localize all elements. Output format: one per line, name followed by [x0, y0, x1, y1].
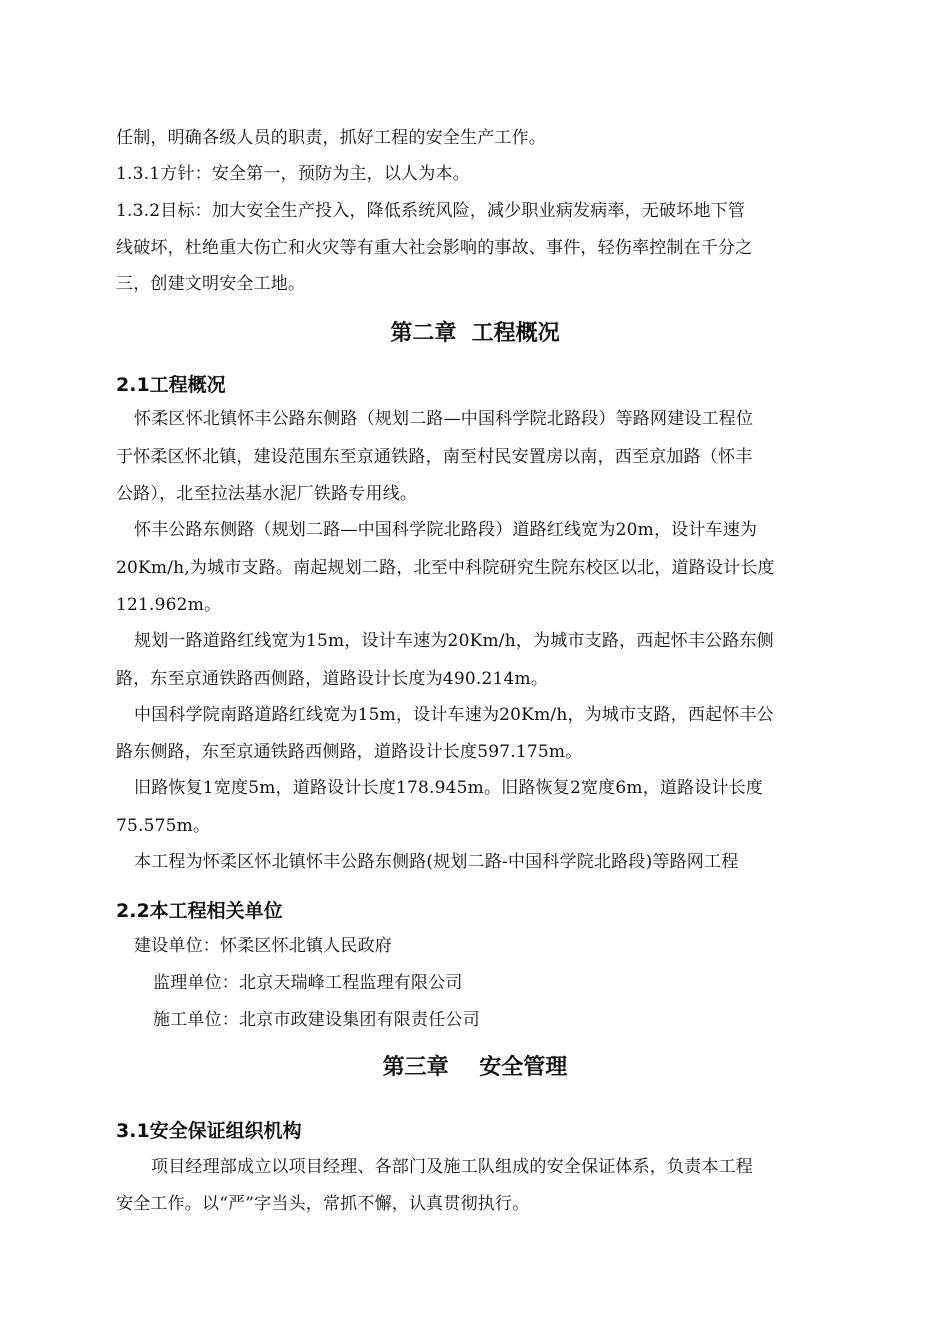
section-2-1-heading: 2.1工程概况 — [116, 374, 226, 396]
para-2-1-2-line-1: 怀丰公路东侧路（规划二路—中国科学院北路段）道路红线宽为20m，设计车速为 — [134, 520, 758, 540]
para-2-1-4-line-1: 中国科学院南路道路红线宽为15m，设计车速为20Km/h，为城市支路，西起怀丰公 — [134, 705, 774, 725]
para-2-1-3-line-1: 规划一路道路红线宽为15m，设计车速为20Km/h，为城市支路，西起怀丰公路东侧 — [134, 631, 774, 651]
para-2-1-1-line-3: 公路），北至拉法基水泥厂铁路专用线。 — [116, 484, 418, 504]
supervisor-line: 监理单位：北京天瑞峰工程监理有限公司 — [153, 973, 463, 993]
para-2-1-2-line-3: 121.962m。 — [116, 595, 222, 615]
policy-line: 1.3.1方针：安全第一，预防为主，以人为本。 — [116, 164, 470, 184]
goal-line-3: 三，创建文明安全工地。 — [116, 274, 306, 294]
intro-line-1: 任制，明确各级人员的职责，抓好工程的安全生产工作。 — [116, 128, 546, 148]
para-3-1-line-1: 项目经理部成立以项目经理、各部门及施工队组成的安全保证体系，负责本工程 — [151, 1157, 753, 1177]
para-2-1-6-line-1: 本工程为怀柔区怀北镇怀丰公路东侧路(规划二路-中国科学院北路段)等路网工程 — [134, 852, 739, 872]
chapter-3-title: 第三章 安全管理 — [382, 1055, 568, 1080]
section-3-1-heading: 3.1安全保证组织机构 — [116, 1120, 302, 1142]
para-2-1-4-line-2: 路东侧路，东至京通铁路西侧路，道路设计长度597.175m。 — [116, 742, 583, 762]
para-2-1-3-line-2: 路，东至京通铁路西侧路，道路设计长度为490.214m。 — [116, 669, 549, 689]
para-2-1-2-line-2: 20Km/h,为城市支路。南起规划二路，北至中科院研究生院东校区以北，道路设计长度 — [116, 558, 775, 578]
contractor-line: 施工单位：北京市政建设集团有限责任公司 — [153, 1010, 480, 1030]
chapter-2-title: 第二章 工程概况 — [390, 321, 560, 346]
owner-line: 建设单位：怀柔区怀北镇人民政府 — [134, 936, 392, 956]
goal-line-1: 1.3.2目标：加大安全生产投入，降低系统风险，减少职业病发病率，无破坏地下管 — [116, 201, 746, 221]
goal-line-2: 线破坏，杜绝重大伤亡和火灾等有重大社会影响的事故、事件，轻伤率控制在千分之 — [116, 238, 753, 258]
section-2-2-heading: 2.2本工程相关单位 — [116, 900, 283, 922]
para-2-1-1-line-2: 于怀柔区怀北镇，建设范围东至京通铁路，南至村民安置房以南，西至京加路（怀丰 — [116, 447, 753, 467]
para-2-1-1-line-1: 怀柔区怀北镇怀丰公路东侧路（规划二路—中国科学院北路段）等路网建设工程位 — [134, 409, 754, 429]
para-3-1-line-2: 安全工作。以“严”字当头，常抓不懈，认真贯彻执行。 — [116, 1194, 530, 1214]
para-2-1-5-line-2: 75.575m。 — [116, 816, 211, 836]
para-2-1-5-line-1: 旧路恢复1宽度5m，道路设计长度178.945m。旧路恢复2宽度6m，道路设计长度 — [134, 778, 764, 798]
